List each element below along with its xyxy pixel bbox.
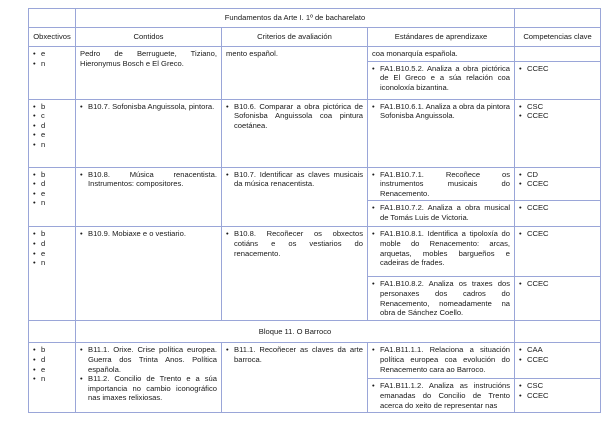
objective-item: • b [33, 345, 71, 355]
objectives-cell [29, 99, 76, 167]
criteria-cell: mento español. [222, 47, 368, 100]
competence-cell [515, 379, 601, 413]
block-blank-cell [29, 321, 76, 343]
objectives-cell [29, 47, 76, 100]
objective-item: • n [33, 140, 71, 150]
objective-item: • c [33, 111, 71, 121]
objective-item: • d [33, 121, 71, 131]
table-title: Fundamentos da Arte I. 1º de bacharelato [76, 9, 515, 28]
contents-item: • B10.8. Música renacentista. Instrumentos: compositores. [80, 170, 217, 189]
objective-item: • b [33, 229, 71, 239]
contents-cell [76, 167, 222, 227]
competence-item: • CCEC [519, 279, 596, 289]
contents-cell [76, 343, 222, 413]
standard-cell [368, 343, 515, 379]
objectives-cell [29, 343, 76, 413]
objective-item: • n [33, 374, 71, 384]
column-header-competences: Competencias clave [515, 28, 601, 47]
objective-item: • b [33, 170, 71, 180]
objective-item: • n [33, 59, 71, 69]
criteria-item: • B10.6. Comparar a obra pictórica de Sofonisba Anguissola coa pintura coetánea. [226, 102, 363, 131]
standard-item: • FA1.B10.5.2. Analiza a obra pictórica de El Greco e a súa relación coa iconoloxía bizantina. [372, 64, 510, 93]
contents-item: • B10.7. Sofonisba Anguissola, pintora. [80, 102, 217, 112]
contents-item: • B10.9. Mobiaxe e o vestiario. [80, 229, 217, 239]
competence-cell [515, 61, 601, 99]
competence-item: • CCEC [519, 64, 596, 74]
objective-item: • d [33, 179, 71, 189]
competence-item: • CCEC [519, 229, 596, 239]
contents-item: • B11.1. Orixe. Crise política europea. Guerra dos Trinta Anos. Política española. [80, 345, 217, 374]
curriculum-table [28, 8, 601, 413]
objective-item: • d [33, 239, 71, 249]
competence-cell [515, 99, 601, 167]
column-header-contents: Contidos [76, 28, 222, 47]
objective-item: • e [33, 189, 71, 199]
standard-cell [368, 201, 515, 227]
objective-item: • b [33, 102, 71, 112]
competence-item: • CCEC [519, 179, 596, 189]
header-blank-cell [29, 9, 76, 28]
competence-item: • CD [519, 170, 596, 180]
standard-item: • FA1.B11.1.2. Analiza as instrucións emanadas do Concilio de Trento acerca do xeito de representar nas [372, 381, 510, 410]
standard-cell [368, 167, 515, 201]
criteria-item: • B10.7. Identificar as claves musicais da música renacentista. [226, 170, 363, 189]
standard-cell [368, 277, 515, 321]
criteria-item: • B11.1. Recoñecer as claves da arte barroca. [226, 345, 363, 364]
contents-item: • B11.2. Concilio de Trento e a súa importancia no cambio iconográfico nas imaxes relixiosas. [80, 374, 217, 403]
standard-item: • FA1.B10.7.1. Recoñece os instrumentos musicais do Renacemento. [372, 170, 510, 199]
standard-cell [368, 379, 515, 413]
objectives-cell [29, 167, 76, 227]
contents-cell [76, 99, 222, 167]
standard-item: • FA1.B10.7.2. Analiza a obra musical de Tomás Luis de Victoria. [372, 203, 510, 222]
standard-cell: coa monarquía española. [368, 47, 515, 62]
objective-item: • n [33, 198, 71, 208]
standard-item: • FA1.B10.8.1. Identifica a tipoloxía do moble do Renacemento: arcas, arquetas, mobles bargueños e cadeiras de frades. [372, 229, 510, 267]
competence-item: • CCEC [519, 203, 596, 213]
block-empty-cell [515, 321, 601, 343]
competence-item: • CAA [519, 345, 596, 355]
criteria-item: • B10.8. Recoñecer os obxectos cotiáns e os vestiarios do renacemento. [226, 229, 363, 258]
objective-item: • e [33, 365, 71, 375]
objective-item: • n [33, 258, 71, 268]
competence-item: • CSC [519, 102, 596, 112]
criteria-cell [222, 227, 368, 321]
competence-cell [515, 343, 601, 379]
standard-cell [368, 227, 515, 277]
competence-cell [515, 201, 601, 227]
competence-item: • CSC [519, 381, 596, 391]
objective-item: • e [33, 130, 71, 140]
objective-item: • e [33, 249, 71, 259]
column-header-objectives: Obxectivos [29, 28, 76, 47]
criteria-cell [222, 99, 368, 167]
standard-cell [368, 99, 515, 167]
criteria-cell [222, 167, 368, 227]
competence-cell [515, 47, 601, 62]
objective-item: • d [33, 355, 71, 365]
header-empty-cell [515, 9, 601, 28]
standard-item: • FA1.B11.1.1. Relaciona a situación política europea coa evolución do Renacemento cara ao Barroco. [372, 345, 510, 374]
contents-cell [76, 227, 222, 321]
competence-item: • CCEC [519, 391, 596, 401]
standard-cell [368, 61, 515, 99]
contents-cell: Pedro de Berruguete, Tiziano, Hieronymus Bosch e El Greco. [76, 47, 222, 100]
objectives-cell [29, 227, 76, 321]
competence-cell [515, 227, 601, 277]
column-header-criteria: Criterios de avaliación [222, 28, 368, 47]
standard-item: • FA1.B10.8.2. Analiza os traxes dos personaxes dos cadros do Renacemento, nomeadamente na obra de Sánchez Coello. [372, 279, 510, 317]
standard-item: • FA1.B10.6.1. Analiza a obra da pintora Sofonisba Anguissola. [372, 102, 510, 121]
block-title: Bloque 11. O Barroco [76, 321, 515, 343]
criteria-cell [222, 343, 368, 413]
column-header-standards: Estándares de aprendizaxe [368, 28, 515, 47]
competence-item: • CCEC [519, 355, 596, 365]
competence-cell [515, 277, 601, 321]
objective-item: • e [33, 49, 71, 59]
competence-item: • CCEC [519, 111, 596, 121]
competence-cell [515, 167, 601, 201]
